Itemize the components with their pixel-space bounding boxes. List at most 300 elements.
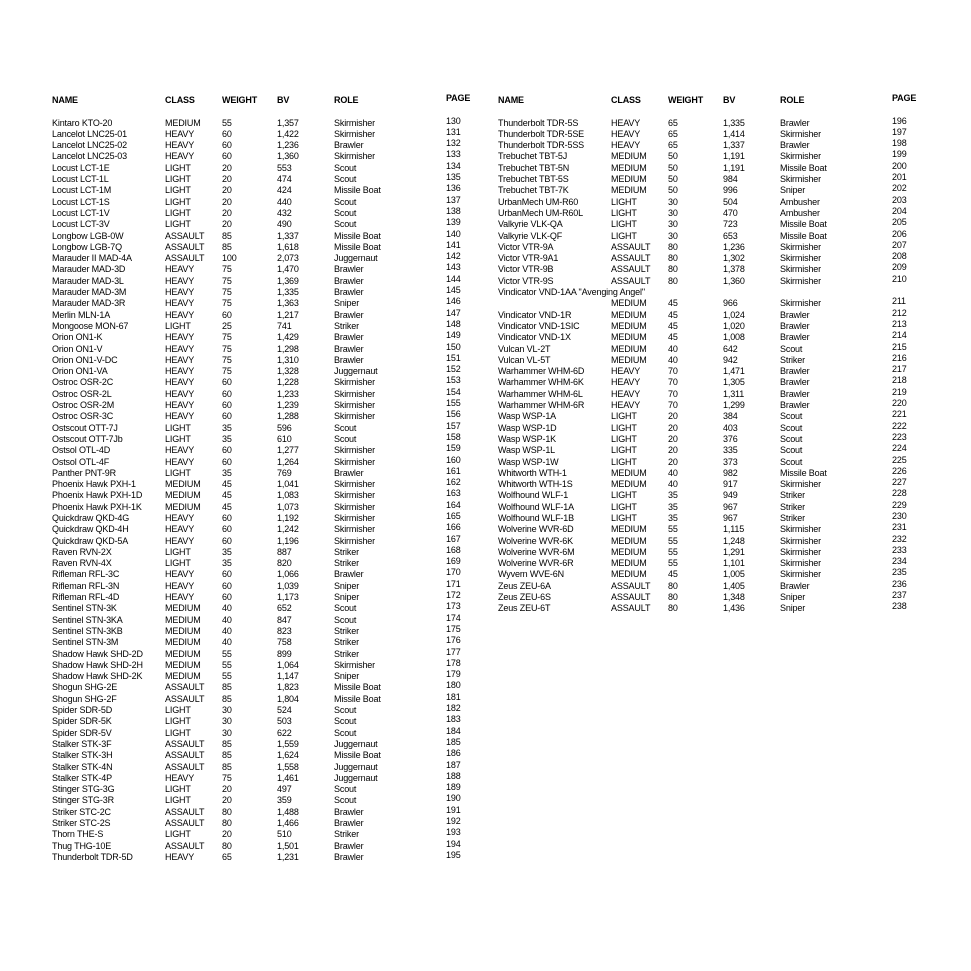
table-row [52,420,472,434]
table-row [52,341,472,355]
table-row [498,558,918,569]
cell-bv: 1,310 [277,354,299,365]
table-row [52,377,472,388]
cell-weight: 50 [668,185,678,196]
table-row [498,524,918,535]
cell-role: Scout [334,603,357,614]
cell-role: Missile Boat [334,185,381,196]
cell-bv: 1,024 [723,309,745,320]
cell-role: Skirmisher [780,151,822,162]
cell-page: 160 [446,454,461,465]
cell-weight: 40 [222,625,232,636]
cell-name [498,298,611,309]
table-row [498,454,918,468]
cell-cls: LIGHT [165,716,191,727]
cell-role: Sniper [334,671,360,682]
cell-role: Scout [780,445,803,456]
cell-page: 199 [892,149,907,160]
cell-role: Brawler [334,140,364,151]
cell-role: Scout [334,716,357,727]
table-row [52,736,472,750]
cell-bv: 887 [277,546,292,557]
cell-weight: 35 [222,433,232,444]
cell-role: Skirmisher [334,377,376,388]
cell-weight: 20 [222,219,232,230]
cell-weight: 80 [668,253,678,264]
cell-weight: 80 [222,840,232,851]
cell-bv: 1,073 [277,501,299,512]
cell-name: Zeus ZEU-6A [498,580,551,591]
cell-page: 221 [892,409,907,420]
table-row [52,298,472,309]
cell-bv: 1,236 [277,140,299,151]
cell-role: Missile Boat [334,241,381,252]
cell-role: Skirmisher [780,535,822,546]
cell-bv: 1,005 [723,569,745,580]
table-row [52,239,472,253]
cell-name: Stalker STK-3H [52,750,113,761]
cell-cls: MEDIUM [165,625,201,636]
cell-cls: MEDIUM [611,467,647,478]
table-row [52,558,472,569]
cell-cls: MEDIUM [611,535,647,546]
cell-role: Juggernaut [334,366,378,377]
cell-role: Striker [780,501,805,512]
cell-cls: MEDIUM [165,671,201,682]
cell-bv: 1,422 [277,128,299,139]
cell-page: 236 [892,578,907,589]
cell-page: 189 [446,782,461,793]
cell-name: Stinger STG-3R [52,795,114,806]
cell-bv: 470 [723,207,738,218]
cell-cls: ASSAULT [165,253,205,264]
cell-page: 176 [446,635,461,646]
cell-weight: 65 [222,851,232,862]
table-row [52,637,472,648]
table-row [52,804,472,818]
table-row [498,569,918,580]
cell-name: Lancelot LNC25-02 [52,140,128,151]
cell-bv: 510 [277,829,292,840]
cell-role: Scout [780,411,803,422]
cell-role: Brawler [780,320,810,331]
cell-name: Locust LCT-1L [52,174,109,185]
cell-page: 144 [446,273,461,284]
cell-page: 132 [446,138,461,149]
cell-page: 209 [892,262,907,273]
cell-page: 182 [446,703,461,714]
cell-cls: ASSAULT [165,241,205,252]
cell-role: Skirmisher [334,128,376,139]
cell-bv: 723 [723,219,738,230]
cell-role: Missile Boat [780,230,827,241]
cell-name: Wyvern WVE-6N [498,569,564,580]
cell-bv: 1,101 [723,558,745,569]
cell-bv: 1,196 [277,535,299,546]
table-row [52,185,472,196]
cell-cls: LIGHT [611,445,637,456]
table-row [498,603,918,614]
cell-page: 208 [892,251,907,262]
cell-name: Wolverine WVR-6K [498,535,573,546]
cell-page: 194 [446,838,461,849]
cell-name: Sentinel STN-3K [52,603,117,614]
cell-role: Scout [334,162,357,173]
cell-bv: 1,228 [277,377,299,388]
cell-name: Wasp WSP-1K [498,433,557,444]
cell-weight: 85 [222,693,232,704]
cell-weight: 75 [222,287,232,298]
table-header-row [498,95,918,106]
cell-bv: 967 [723,512,738,523]
cell-page: 131 [446,126,461,137]
cell-bv: 403 [723,422,738,433]
cell-cls: LIGHT [165,174,191,185]
cell-cls: HEAVY [165,343,195,354]
table-row [52,318,472,332]
cell-bv: 1,328 [277,366,299,377]
cell-weight: 75 [222,343,232,354]
cell-name: Longbow LGB-7Q [52,241,122,252]
table-row [52,592,472,603]
mech-table-right [498,95,918,863]
cell-page: 195 [446,849,461,860]
cell-weight: 20 [668,411,678,422]
cell-page: 231 [892,522,907,533]
cell-name: Trebuchet TBT-5J [498,151,568,162]
cell-bv: 1,360 [277,151,299,162]
table-row [52,533,472,547]
cell-role: Brawler [334,264,364,275]
cell-cls: HEAVY [165,512,195,523]
cell-weight: 60 [222,592,232,603]
cell-cls: MEDIUM [611,354,647,365]
cell-weight: 70 [668,366,678,377]
table-row [52,465,472,479]
cell-bv: 1,041 [277,479,299,490]
cell-weight: 55 [222,671,232,682]
cell-name: UrbanMech UM-R60 [498,196,579,207]
cell-bv: 440 [277,196,292,207]
cell-bv: 1,147 [277,671,299,682]
cell-name: Victor VTR-9A [498,241,554,252]
cell-weight: 85 [222,230,232,241]
cell-weight: 75 [222,366,232,377]
cell-role: Brawler [780,388,810,399]
cell-name: Stalker STK-4P [52,772,112,783]
cell-page: 180 [446,680,461,691]
cell-name: Sentinel STN-3M [52,637,119,648]
table-row [52,784,472,795]
cell-name: Quickdraw QKD-4G [52,512,130,523]
cell-weight: 35 [668,490,678,501]
cell-weight: 20 [668,445,678,456]
cell-weight: 60 [222,400,232,411]
cell-weight: 60 [222,377,232,388]
cell-name: Orion ON1-V [52,343,103,354]
cell-page: 171 [446,578,461,589]
cell-bv: 474 [277,174,292,185]
cell-name: Orion ON1-K [52,332,103,343]
cell-bv: 1,337 [277,230,299,241]
cell-page: 145 [446,285,461,296]
cell-bv: 376 [723,433,738,444]
cell-page: 148 [446,318,461,329]
cell-name: Warhammer WHM-6D [498,366,585,377]
cell-role: Skirmisher [334,479,376,490]
table-row [498,151,918,162]
cell-page: 187 [446,759,461,770]
cell-bv: 1,466 [277,818,299,828]
cell-weight: 35 [222,422,232,433]
cell-weight: 45 [668,569,678,580]
cell-page: 151 [446,352,461,363]
table-row [498,185,918,196]
cell-name: Valkyrie VLK-QF [498,230,563,241]
cell-role: Missile Boat [334,230,381,241]
cell-cls: LIGHT [165,727,191,738]
table-row [498,386,918,400]
cell-role: Skirmisher [780,253,822,264]
table-row [52,264,472,275]
cell-bv: 982 [723,467,738,478]
cell-weight: 40 [222,614,232,625]
cell-cls: MEDIUM [165,479,201,490]
cell-weight: 20 [222,784,232,795]
cell-page: 168 [446,544,461,555]
table-row [52,490,472,501]
cell-cls: LIGHT [611,219,637,230]
header-bv: BV [277,95,290,105]
table-row [52,682,472,693]
table-row [52,524,472,535]
cell-bv: 758 [277,637,292,648]
table-row [498,115,918,129]
cell-cls: HEAVY [165,275,195,286]
cell-cls: MEDIUM [611,479,647,490]
cell-weight: 20 [222,795,232,806]
cell-page: 230 [892,510,907,521]
cell-cls: ASSAULT [611,592,651,603]
cell-name: Locust LCT-1E [52,162,110,173]
cell-name: Wolverine WVR-6R [498,558,574,569]
cell-name: Warhammer WHM-6L [498,388,583,399]
cell-weight: 70 [668,377,678,388]
table-row [52,838,472,852]
cell-name: Wolverine WVR-6D [498,524,574,535]
cell-role: Scout [780,433,803,444]
cell-name: Zeus ZEU-6S [498,592,551,603]
cell-page: 139 [446,217,461,228]
cell-weight: 30 [222,705,232,716]
cell-cls: LIGHT [611,501,637,512]
cell-name: Phoenix Hawk PXH-1K [52,501,142,512]
cell-page: 203 [892,194,907,205]
cell-cls: ASSAULT [165,806,205,817]
cell-bv: 622 [277,727,292,738]
table-row [52,411,472,422]
table-row [498,194,918,208]
cell-role: Scout [334,433,357,444]
cell-bv: 1,231 [277,851,299,862]
cell-page: 218 [892,375,907,386]
cell-weight: 20 [222,829,232,840]
table-row [52,174,472,185]
table-row [52,646,472,660]
cell-page: 162 [446,477,461,488]
table-row [498,431,918,445]
cell-page: 175 [446,623,461,634]
cell-weight: 80 [668,241,678,252]
cell-cls: HEAVY [165,287,195,298]
table-row [498,332,918,343]
cell-cls: LIGHT [165,219,191,230]
cell-name: Wasp WSP-1D [498,422,557,433]
cell-name: Rifleman RFL-3N [52,580,120,591]
cell-page: 173 [446,601,461,612]
cell-role: Brawler [780,366,810,377]
cell-cls: HEAVY [165,264,195,275]
cell-cls: ASSAULT [165,750,205,761]
cell-cls: LIGHT [611,207,637,218]
cell-cls: ASSAULT [165,840,205,851]
cell-role: Brawler [334,851,364,862]
cell-name: Whitworth WTH-1 [498,467,567,478]
cell-page: 138 [446,205,461,216]
cell-page: 193 [446,827,461,838]
cell-role: Brawler [780,140,810,151]
cell-cls: MEDIUM [611,332,647,343]
cell-name: Wasp WSP-1W [498,456,559,467]
header-role: ROLE [780,95,805,105]
cell-bv: 1,066 [277,569,299,580]
cell-name: Ostscout OTT-7J [52,422,118,433]
cell-page: 222 [892,420,907,431]
cell-weight: 55 [668,535,678,546]
cell-role: Skirmisher [780,264,822,275]
header-name: NAME [52,95,78,105]
cell-role: Scout [334,614,357,625]
cell-cls: LIGHT [165,829,191,840]
cell-role: Skirmisher [780,569,822,580]
cell-role: Skirmisher [334,659,376,670]
cell-page: 204 [892,205,907,216]
cell-page: 234 [892,556,907,567]
table-row [52,849,472,863]
cell-name: Ostsol OTL-4F [52,456,110,467]
cell-bv: 359 [277,795,292,806]
cell-page: 196 [892,115,907,126]
table-row [52,366,472,377]
table-row [498,205,918,219]
cell-role: Brawler [780,332,810,343]
cell-cls: MEDIUM [165,117,201,128]
cell-cls: MEDIUM [165,648,201,659]
cell-page: 155 [446,398,461,409]
table-row [52,603,472,614]
cell-page: 220 [892,398,907,409]
cell-weight: 35 [668,501,678,512]
table-row [52,273,472,287]
cell-name: Thunderbolt TDR-5D [52,851,133,862]
cell-page: 159 [446,443,461,454]
cell-cls: ASSAULT [611,241,651,252]
cell-name: Stalker STK-3F [52,738,112,749]
cell-bv: 1,299 [723,400,745,411]
cell-role: Missile Boat [334,750,381,761]
cell-bv: 424 [277,185,292,196]
table-row [498,318,918,332]
cell-cls: HEAVY [165,851,195,862]
cell-cls: LIGHT [611,230,637,241]
cell-page: 198 [892,138,907,149]
table-row [498,126,918,140]
cell-bv: 503 [277,716,292,727]
cell-bv: 1,357 [277,117,299,128]
cell-cls: MEDIUM [611,524,647,535]
cell-cls: HEAVY [165,388,195,399]
cell-page: 164 [446,499,461,510]
cell-name: Phoenix Hawk PXH-1 [52,479,136,490]
cell-cls: ASSAULT [611,603,651,614]
cell-role: Scout [780,456,803,467]
cell-bv: 373 [723,456,738,467]
cell-page: 153 [446,375,461,386]
cell-cls: LIGHT [165,162,191,173]
table-row [52,160,472,174]
cell-cls: HEAVY [165,151,195,162]
cell-name: Vindicator VND-1AA "Avenging Angel" [498,287,645,298]
cell-cls: HEAVY [165,354,195,365]
cell-bv: 847 [277,614,292,625]
cell-role: Scout [334,795,357,806]
cell-cls: LIGHT [611,422,637,433]
cell-name: Shadow Hawk SHD-2K [52,671,143,682]
cell-name: Stinger STG-3G [52,784,115,795]
cell-weight: 75 [222,298,232,309]
cell-page: 188 [446,770,461,781]
cell-bv: 1,191 [723,151,745,162]
cell-bv: 1,008 [723,332,745,343]
cell-page: 227 [892,477,907,488]
cell-weight: 30 [222,716,232,727]
cell-cls: MEDIUM [611,151,647,162]
cell-cls: MEDIUM [611,309,647,320]
cell-name: Rifleman RFL-3C [52,569,120,580]
cell-cls: ASSAULT [611,253,651,264]
cell-name: Warhammer WHM-6K [498,377,584,388]
cell-bv: 942 [723,354,738,365]
cell-bv: 497 [277,784,292,795]
cell-role: Skirmisher [780,558,822,569]
cell-role: Skirmisher [334,512,376,523]
cell-name: Zeus ZEU-6T [498,603,551,614]
cell-page: 213 [892,318,907,329]
cell-weight: 60 [222,388,232,399]
cell-page: 185 [446,736,461,747]
cell-weight: 25 [222,320,232,331]
cell-name: Thorn THE-S [52,829,104,840]
cell-name: Quickdraw QKD-4H [52,524,129,535]
cell-bv: 1,217 [277,309,299,320]
cell-cls: HEAVY [611,366,641,377]
cell-role: Striker [334,829,359,840]
cell-bv: 1,302 [723,253,745,264]
cell-cls: LIGHT [611,196,637,207]
cell-weight: 20 [222,196,232,207]
cell-weight: 45 [222,490,232,501]
cell-page: 181 [446,691,461,702]
